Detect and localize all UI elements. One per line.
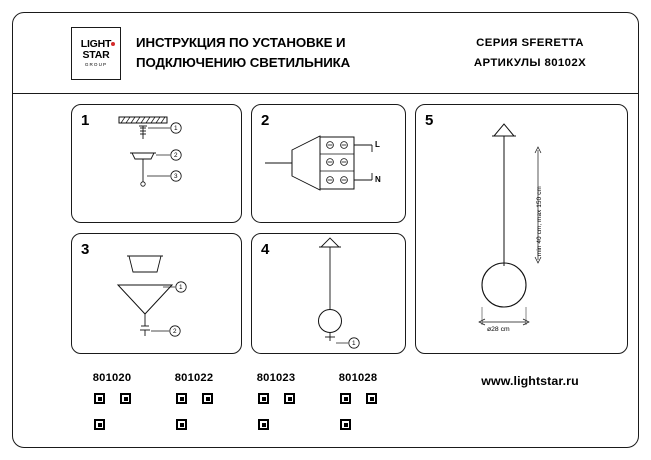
step5-drawing (479, 124, 541, 325)
step-number-2: 2 (261, 112, 270, 129)
height-note: min 40 cm, max 150 cm (536, 186, 543, 256)
series-name: СЕРИЯ SFERETTA (476, 37, 584, 49)
code-cell (317, 372, 399, 431)
step3-drawing (118, 256, 186, 336)
article-code: 801020 (92, 372, 132, 384)
qr-code-icon (339, 392, 378, 431)
logo-line-3: GROUP (84, 61, 108, 67)
step1-callout-2: 2 (174, 152, 178, 159)
step-number-5: 5 (425, 112, 434, 129)
article-code: 801022 (174, 372, 214, 384)
series-articles: АРТИКУЛЫ 80102X (473, 57, 587, 70)
qr-code-icon (257, 392, 296, 431)
qr-code-icon (93, 392, 132, 431)
code-cell (235, 372, 317, 431)
step1-drawing (119, 117, 181, 186)
step3-callout-2: 2 (173, 328, 177, 335)
terminal-label-l: L (375, 140, 380, 149)
website-link[interactable]: www.lightstar.ru (481, 374, 579, 388)
logo-line-2: STAR (82, 49, 110, 62)
diameter-note: ø28 cm (487, 326, 510, 333)
step4-drawing (319, 238, 360, 348)
article-code: 801023 (256, 372, 296, 384)
qr-code-icon (175, 392, 214, 431)
step-number-4: 4 (261, 241, 270, 258)
step4-callout-1: 1 (352, 340, 356, 347)
step1-callout-3: 3 (174, 173, 178, 180)
page-title: ИНСТРУКЦИЯ ПО УСТАНОВКЕ И ПОДКЛЮЧЕНИЮ СВЕТИЛЬНИКА (136, 35, 351, 71)
step2-drawing (265, 136, 372, 190)
step-number-3: 3 (81, 241, 90, 258)
article-code: 801028 (338, 372, 378, 384)
article-codes (71, 372, 401, 431)
step3-callout-1: 1 (179, 284, 183, 291)
logo-line-1: LIGHT (80, 38, 112, 51)
terminal-label-n: N (375, 175, 381, 184)
code-cell (71, 372, 153, 431)
step-number-1: 1 (81, 112, 90, 129)
code-cell (153, 372, 235, 431)
step1-callout-1: 1 (174, 125, 178, 132)
